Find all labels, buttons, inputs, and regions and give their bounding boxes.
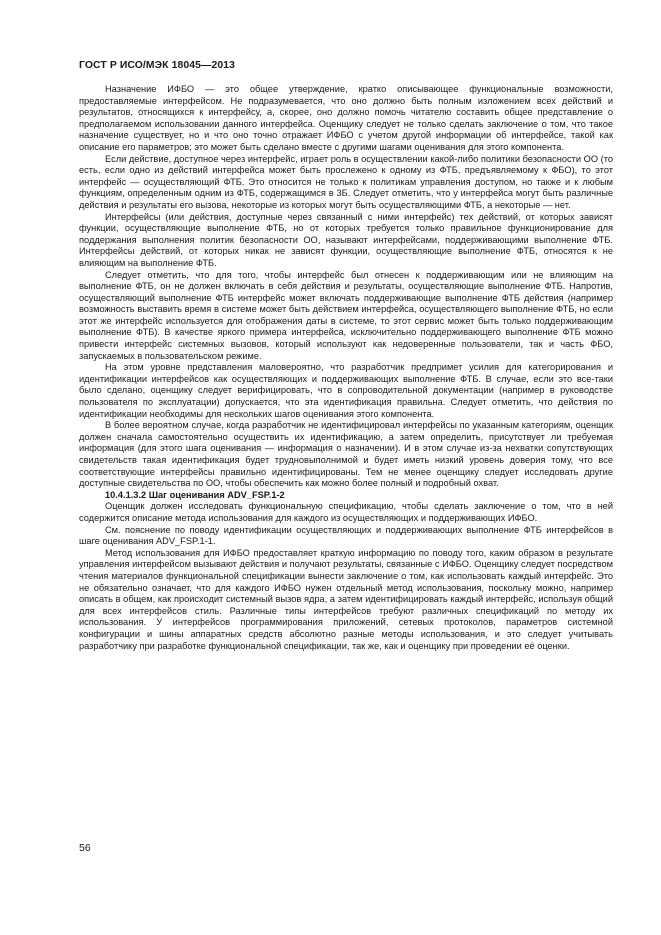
paragraph: На этом уровне представления маловероятно, что разработчик предпримет усилия для категорирования и идентификации интерфейсов как осуществляющих и поддерживающих выполнение ФТБ. В случае, если это все-таки было сделано, оценщику следует верифицировать, что в сопроводительной документации (например в руководстве пользователя по эксплуатации) допускается, что эта идентификация правильна. Следует отметить, что действия по идентификации необходимы для нескольких шагов оценивания этого компонента. bbox=[79, 362, 613, 419]
paragraph: Следует отметить, что для того, чтобы интерфейс был отнесен к поддерживающим или не влияющим на выполнение ФТБ, он не должен включать в себя действия и результаты, осуществляющие выполнение ФТБ. Напротив, осуществляющий выполнение ФТБ интерфейс может включать поддерживающие выполнение ФТБ действия (например возможность выставить время в системе может быть действием интерфейса, осуществляющего выполнение ФТБ, но если этот же интерфейс используется для отображения даты в системе, то этот сервис может быть только поддерживающим выполнение ФТБ). В качестве яркого примера интерфейса, исключительно поддерживающего выполнение ФТБ можно привести интерфейс системных вызовов, который используют как недоверенные пользователи, так и часть ФБО, запускаемых в пользовательском режиме. bbox=[79, 269, 613, 361]
paragraph: См. пояснение по поводу идентификации осуществляющих и поддерживающих выполнение ФТБ интерфейсов в шаге оценивания ADV_FSP.1-1. bbox=[79, 524, 613, 547]
paragraph: Оценщик должен исследовать функциональную спецификацию, чтобы сделать заключение о том, что в ней содержится описание метода использования для каждого из осуществляющих и поддерживающих ИФБО. bbox=[79, 501, 613, 523]
paragraph: Назначение ИФБО — это общее утверждение, кратко описывающее функциональные возможности, предоставляемые интерфейсом. Не подразумевается, что оно должно быть полным изложением всех действий и результатов, относящихся к интерфейсу, а, скорее, оно должно помочь читателю составить общее представление о предполагаемом использовании данного интерфейса. Оценщику следует не только сделать заключение о том, что такое назначение существует, но и что оно точно отражает ИФБО с учетом другой информации об интерфейсе, такой как описание его параметров; это может быть сделано вместе с другими шагами оценивания для этого компонента. bbox=[79, 84, 613, 152]
paragraph: Интерфейсы (или действия, доступные через связанный с ними интерфейс) тех действий, от которых зависят функции, осуществляющие выполнение ФТБ, но от которых требуется только правильное функционирование для поддержания выполнения политик безопасности ОО, называют интерфейсами, поддерживающими выполнение ФТБ. Интерфейсы действий, от которых никак не зависят функции, осуществляющие выполнение ФТБ, относятся к не влияющим на выполнение ФТБ. bbox=[79, 211, 613, 268]
body-text bbox=[79, 84, 613, 652]
paragraph: Если действие, доступное через интерфейс, играет роль в осуществлении какой-либо политики безопасности ОО (то есть, если одно из действий интерфейса может быть прослежено к одному из ФТБ, предъявляемому к ФБО), то этот интерфейс — осуществляющий ФТБ. Это относится не только к политикам управления доступом, но также и к любым функциям, определенным одним из ФТБ, содержащимся в 3Б. Следует отметить, что у интерфейса могут быть различные действия и результаты его вызова, некоторые из которых могут быть осуществляющими ФТБ, а некоторые — нет. bbox=[79, 153, 613, 210]
document-header: ГОСТ Р ИСО/МЭК 18045—2013 bbox=[79, 60, 235, 71]
page-number: 56 bbox=[79, 842, 91, 854]
paragraph: В более вероятном случае, когда разработчик не идентифицировал интерфейсы по указанным категориям, оценщик должен сначала самостоятельно осуществить их идентификацию, а затем определить, присутствует ли требуемая информация (для этого шага оценивания — информация о назначении). И в этом случае из-за нехватки сопутствующих свидетельств такая идентификация будет трудновыполнимой и будет иметь низкий уровень доверия тому, что все соответствующие интерфейсы правильно идентифицированы. Тем не менее оценщику следует исследовать другие доступные свидетельства по ОО, чтобы обеспечить как можно более полный и подробный охват. bbox=[79, 420, 613, 489]
section-subheading: 10.4.1.3.2 Шаг оценивания ADV_FSP.1-2 bbox=[105, 489, 285, 500]
paragraph: Метод использования для ИФБО предоставляет краткую информацию по поводу того, каким образом в результате управления интерфейсом вызывают действия и получают результаты, связанные с ИФБО. Оценщику следует посредством чтения материалов функциональной спецификации вынести заключение о том, как использовать каждый интерфейс. Это не обязательно означает, что для каждого ИФБО нужен отдельный метод использования, поскольку можно, например описать в общем, как происходит системный вызов ядра, а затем идентифицировать каждый интерфейс, используя общий для всех интерфейсов стиль. Различные типы интерфейсов требуют различных спецификаций по методу их использования. У интерфейсов программирования приложений, сетевых протоколов, параметров системной конфигурации и шины аппаратных средств абсолютно разные методы использования, и это следует учитывать разработчику при разработке функциональной спецификации, так же, как и оценщику при проведении её оценки. bbox=[79, 547, 613, 651]
